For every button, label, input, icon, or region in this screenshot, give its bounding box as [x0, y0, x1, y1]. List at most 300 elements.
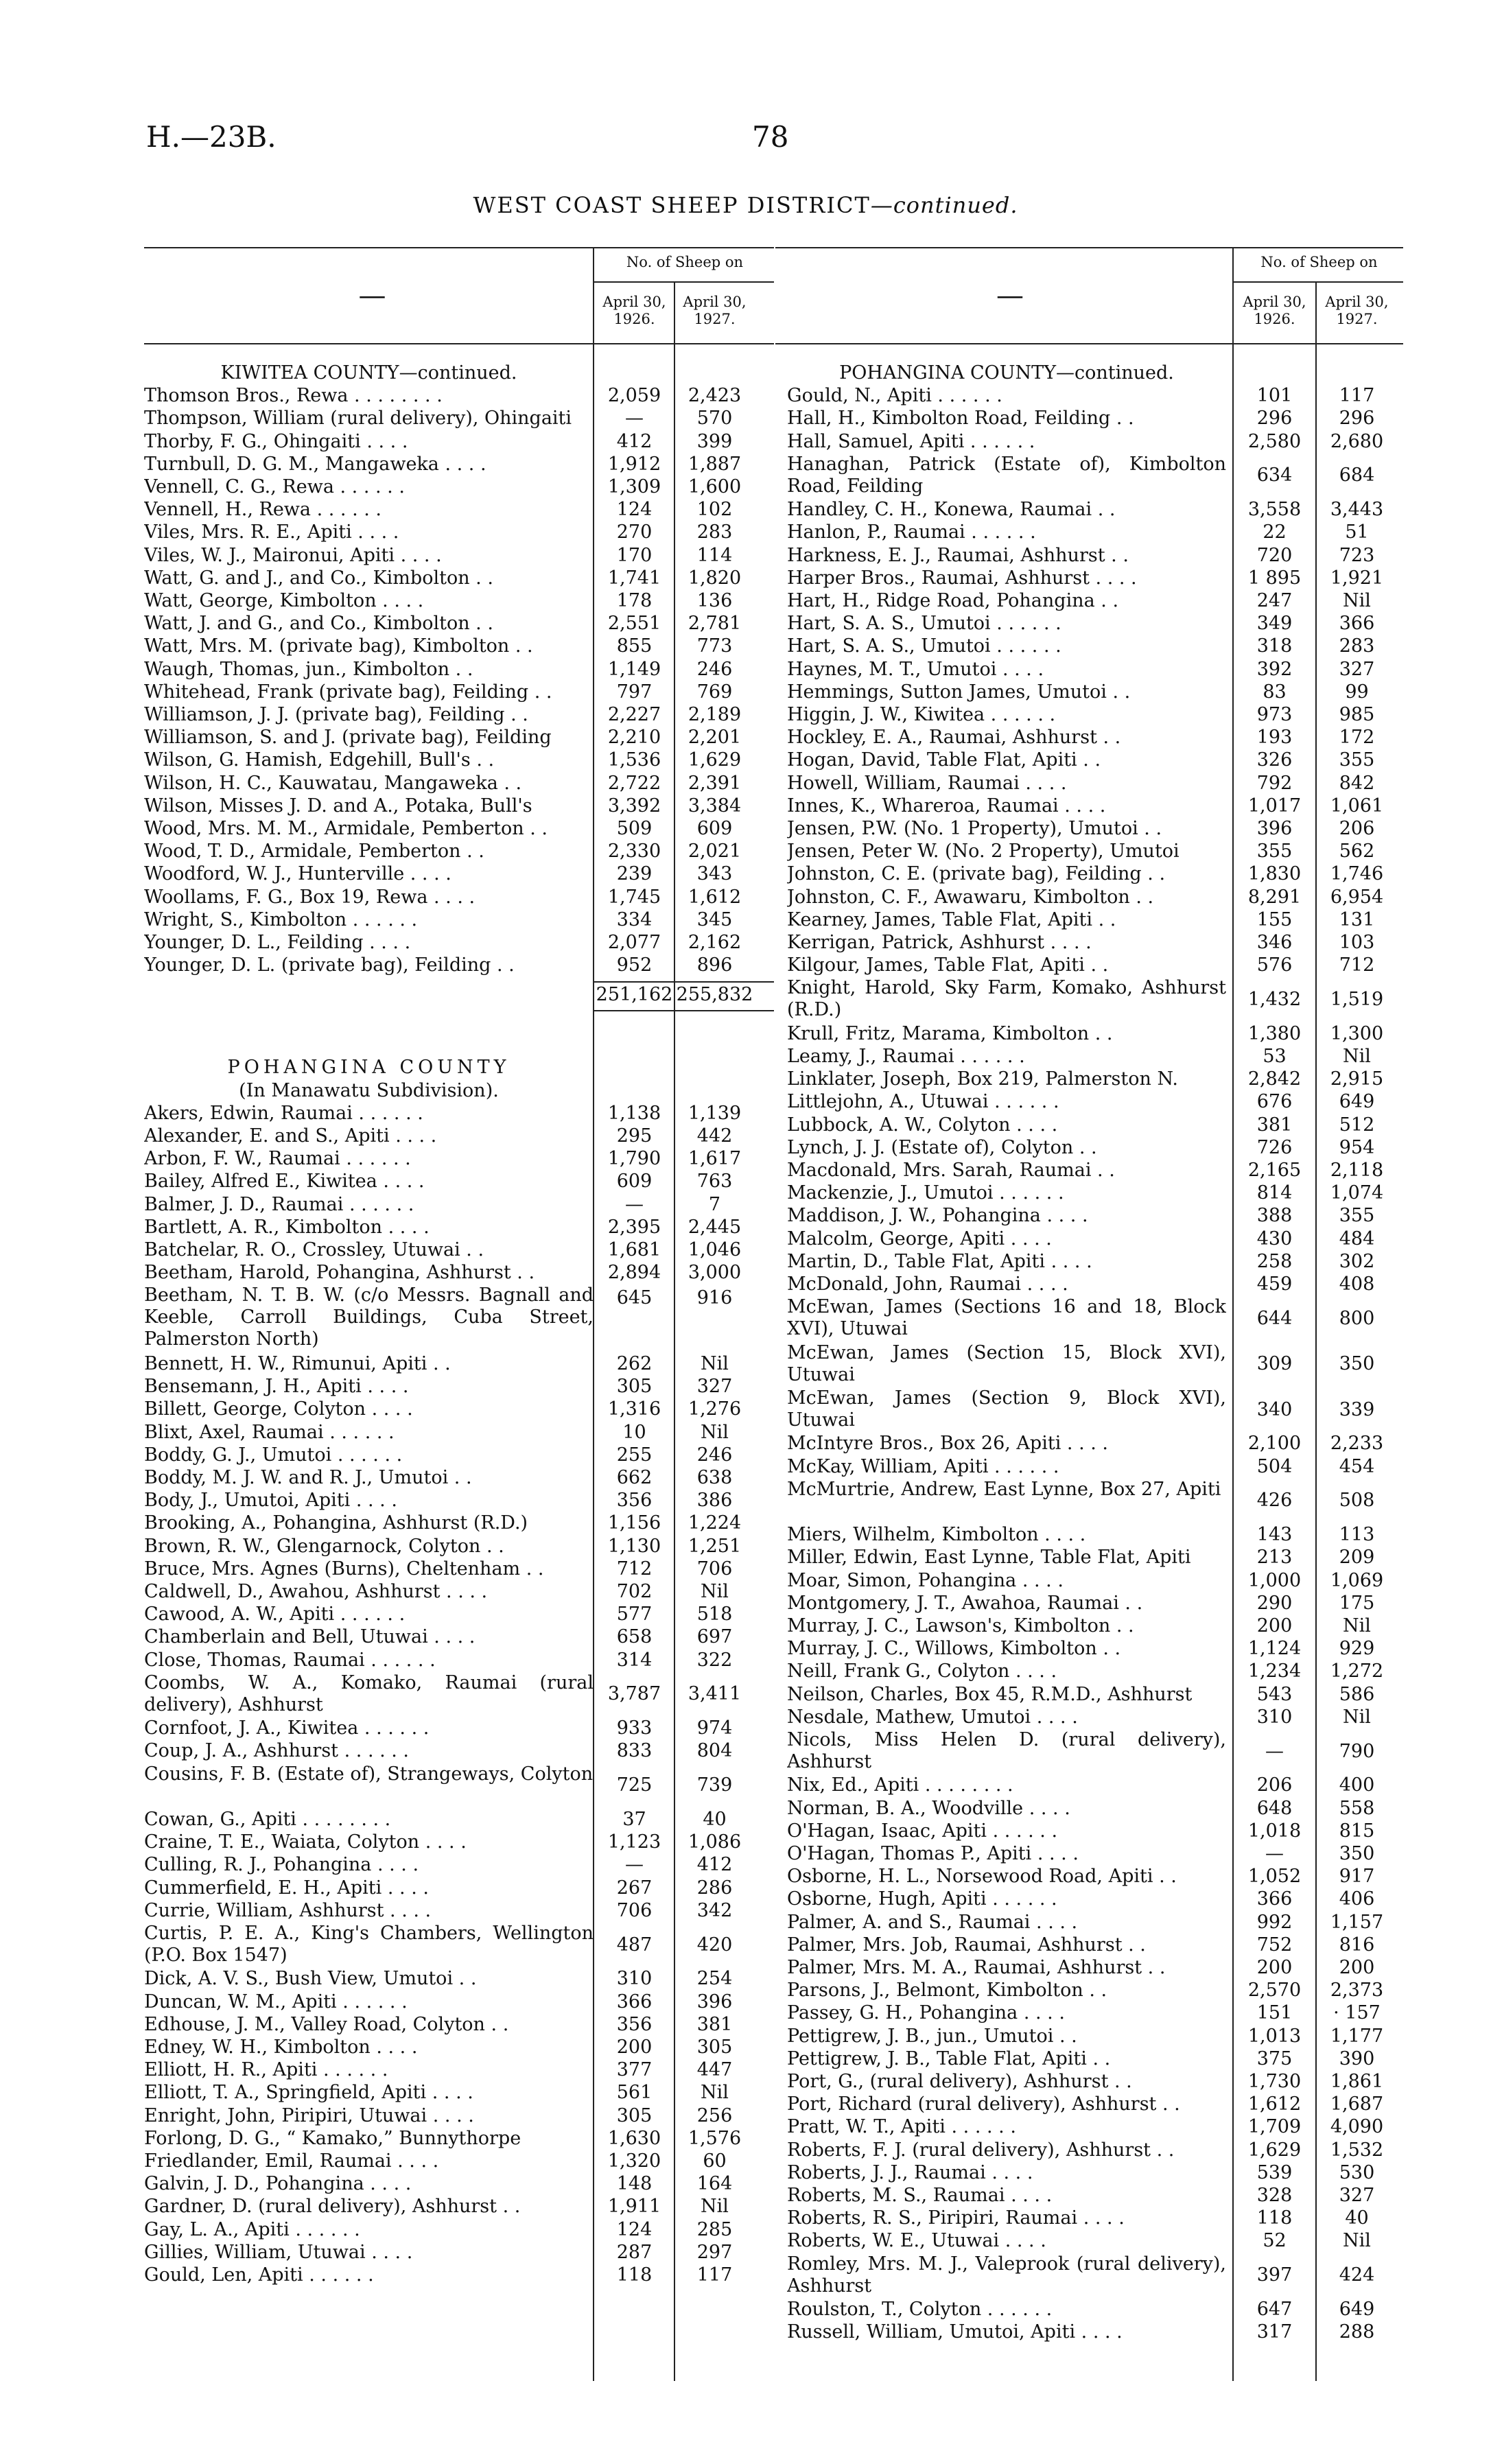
- left-row-1926: 609: [616, 1171, 653, 1193]
- right-row-1927: 1,746: [1330, 863, 1384, 885]
- left-row-name: Watt, J. and G., and Co., Kimbolton . .: [144, 613, 493, 635]
- left-row-name: Boddy, G. J., Umutoi . . . . . .: [144, 1444, 403, 1466]
- left-section-pohangina: POHANGINA COUNTY: [227, 1057, 510, 1079]
- left-row-name: Gillies, William, Utuwai . . . .: [144, 2241, 413, 2263]
- left-row-name: Culling, R. J., Pohangina . . . .: [144, 1854, 419, 1876]
- right-row-name: Moar, Simon, Pohangina . . . .: [787, 1569, 1064, 1591]
- left-row-name: Cornfoot, J. A., Kiwitea . . . . . .: [144, 1717, 430, 1739]
- left-row-name: Enright, John, Piripiri, Utuwai . . . .: [144, 2104, 474, 2126]
- right-row-1927: 1,069: [1330, 1569, 1384, 1591]
- right-row-name: O'Hagan, Isaac, Apiti . . . . . .: [787, 1820, 1058, 1842]
- left-row-name: Williamson, S. and J. (private bag), Feilding: [144, 727, 552, 749]
- right-row-1927: 2,680: [1330, 430, 1384, 452]
- left-row-name: Galvin, J. D., Pohangina . . . .: [144, 2173, 412, 2195]
- right-row-name: Neilson, Charles, Box 45, R.M.D., Ashhurst: [787, 1683, 1193, 1705]
- left-row-1926: 2,059: [607, 385, 661, 407]
- right-row-1927: 512: [1339, 1114, 1375, 1136]
- left-row-1926: 2,227: [607, 704, 661, 725]
- left-row-1926: 1,149: [607, 658, 661, 680]
- left-row-1926: 1,536: [607, 749, 661, 771]
- right-row-name: McIntyre Bros., Box 26, Apiti . . . .: [787, 1433, 1108, 1455]
- left-row-1926: 662: [616, 1467, 653, 1488]
- left-row-1926: 356: [616, 1490, 653, 1512]
- right-row-1926: 193: [1256, 727, 1293, 749]
- right-row-1926: 309: [1256, 1353, 1293, 1375]
- left-row-name: Friedlander, Emil, Raumai . . . .: [144, 2150, 439, 2172]
- right-row-name: Miller, Edwin, East Lynne, Table Flat, Apiti: [787, 1547, 1191, 1569]
- right-row-name: Murray, J. C., Willows, Kimbolton . .: [787, 1638, 1121, 1660]
- right-row-name: Hall, Samuel, Apiti . . . . . .: [787, 430, 1035, 452]
- left-row-1926: —: [625, 408, 644, 430]
- left-row-1926: 270: [616, 521, 653, 543]
- left-row-1927: 1,600: [688, 476, 742, 497]
- right-row-1926: 349: [1256, 613, 1293, 635]
- left-row-1927: Nil: [701, 1421, 729, 1443]
- left-row-name: Craine, T. E., Waiata, Colyton . . . .: [144, 1831, 467, 1853]
- left-row-1927: 570: [696, 408, 733, 430]
- left-row-1926: 412: [616, 430, 653, 452]
- left-row-1926: 295: [616, 1125, 653, 1147]
- right-row-1926: 720: [1256, 544, 1293, 566]
- right-row-1926: 258: [1256, 1250, 1293, 1272]
- left-row-1927: 739: [696, 1774, 733, 1796]
- left-row-1926: 255: [616, 1444, 653, 1466]
- right-row-1926: 576: [1256, 954, 1293, 976]
- left-row-1926: 148: [616, 2173, 653, 2195]
- right-row-1926: 151: [1256, 2002, 1293, 2024]
- left-row-1926: 267: [616, 1877, 653, 1899]
- right-row-1926: 539: [1256, 2161, 1293, 2183]
- right-row-name: Mackenzie, J., Umutoi . . . . . .: [787, 1182, 1064, 1204]
- right-row-1927: 1,061: [1330, 795, 1384, 817]
- right-row-name: Johnston, C. F., Awawaru, Kimbolton . .: [787, 886, 1154, 908]
- right-row-1927: 206: [1339, 818, 1375, 839]
- right-row-1927: 200: [1339, 1957, 1375, 1978]
- right-row-1927: 790: [1339, 1740, 1375, 1762]
- right-row-1927: 175: [1339, 1592, 1375, 1614]
- right-row-1927: 288: [1339, 2321, 1375, 2343]
- right-row-name: Krull, Fritz, Marama, Kimbolton . .: [787, 1022, 1113, 1044]
- right-row-1926: 644: [1256, 1307, 1293, 1329]
- left-row-1926: 933: [616, 1717, 653, 1739]
- right-row-1926: 634: [1256, 465, 1293, 486]
- left-row-name: Edney, W. H., Kimbolton . . . .: [144, 2037, 418, 2058]
- right-row-1927: 172: [1339, 727, 1375, 749]
- right-row-name: Hogan, David, Table Flat, Apiti . .: [787, 749, 1101, 771]
- left-row-1926: 3,787: [607, 1683, 661, 1705]
- right-row-1927: 800: [1339, 1307, 1375, 1329]
- left-row-name: Cummerfield, E. H., Apiti . . . .: [144, 1877, 429, 1899]
- right-row-1927: 1,921: [1330, 567, 1384, 589]
- left-row-name: Watt, George, Kimbolton . . . .: [144, 590, 424, 611]
- right-row-1926: 200: [1256, 1615, 1293, 1636]
- right-row-1926: 22: [1263, 521, 1287, 543]
- left-row-1926: 1,745: [607, 886, 661, 908]
- right-row-1926: 290: [1256, 1592, 1293, 1614]
- left-row-name: Bennett, H. W., Rimunui, Apiti . .: [144, 1353, 451, 1374]
- left-row-1927: 286: [696, 1877, 733, 1899]
- right-row-name: Murray, J. C., Lawson's, Kimbolton . .: [787, 1615, 1134, 1636]
- title-continued: —continued.: [870, 192, 1018, 218]
- left-header-rule-bot: [144, 343, 774, 344]
- left-row-1927: 381: [696, 2013, 733, 2035]
- left-row-1927: 706: [696, 1558, 733, 1580]
- left-row-name: Billett, George, Colyton . . . .: [144, 1398, 413, 1420]
- right-row-1926: 648: [1256, 1797, 1293, 1819]
- right-row-1927: 117: [1339, 385, 1375, 407]
- right-row-1926: 83: [1263, 681, 1287, 703]
- right-row-1927: 684: [1339, 465, 1375, 486]
- left-header-col-1926: April 30, 1926.: [602, 294, 666, 327]
- left-row-1926: 1,741: [607, 567, 661, 589]
- left-row-name: Curtis, P. E. A., King's Chambers, Wellington (P.O. Box 1547): [144, 1923, 594, 1966]
- right-row-name: Lubbock, A. W., Colyton . . . .: [787, 1114, 1058, 1136]
- left-row-name: Thompson, William (rural delivery), Ohingaiti: [144, 408, 572, 430]
- right-row-name: McEwan, James (Section 9, Block XVI), Utuwai: [787, 1387, 1226, 1431]
- left-row-name: Watt, Mrs. M. (private bag), Kimbolton . .: [144, 635, 533, 657]
- right-row-1927: 131: [1339, 908, 1375, 930]
- right-row-1927: 390: [1339, 2048, 1375, 2069]
- left-row-name: Dick, A. V. S., Bush View, Umutoi . .: [144, 1968, 477, 1990]
- left-row-1926: 170: [616, 544, 653, 566]
- right-row-name: Passey, G. H., Pohangina . . . .: [787, 2002, 1065, 2024]
- left-row-1926: 2,330: [607, 841, 661, 863]
- left-row-name: Forlong, D. G., “ Kamako,” Bunnythorpe: [144, 2127, 521, 2149]
- right-row-1926: 310: [1256, 1706, 1293, 1728]
- left-row-1926: 1,156: [607, 1512, 661, 1534]
- left-row-1927: 283: [696, 521, 733, 543]
- right-row-name: Martin, D., Table Flat, Apiti . . . .: [787, 1250, 1092, 1272]
- left-row-1926: 645: [616, 1287, 653, 1309]
- left-row-1927: 399: [696, 430, 733, 452]
- right-row-name: Roberts, J. J., Raumai . . . .: [787, 2161, 1033, 2183]
- left-row-name: Akers, Edwin, Raumai . . . . . .: [144, 1102, 423, 1124]
- right-row-1927: 113: [1339, 1524, 1375, 1546]
- right-row-name: Maddison, J. W., Pohangina . . . .: [787, 1205, 1088, 1227]
- right-row-1927: 2,118: [1330, 1160, 1384, 1181]
- right-header-col-1926: April 30, 1926.: [1243, 294, 1306, 327]
- left-header-col-1927: April 30, 1927.: [683, 294, 747, 327]
- right-row-1926: —: [1265, 1843, 1284, 1864]
- right-row-1927: 424: [1339, 2264, 1375, 2286]
- left-row-1927: 117: [696, 2264, 733, 2286]
- right-row-1926: 296: [1256, 408, 1293, 430]
- left-row-1926: 239: [616, 863, 653, 885]
- right-row-name: Pratt, W. T., Apiti . . . . . .: [787, 2116, 1016, 2138]
- left-row-1926: 1,130: [607, 1535, 661, 1557]
- left-row-1927: 769: [696, 681, 733, 703]
- left-row-name: Alexander, E. and S., Apiti . . . .: [144, 1125, 437, 1147]
- left-row-1927: 1,276: [688, 1398, 742, 1420]
- left-row-1926: 1,912: [607, 453, 661, 475]
- left-row-1927: 2,445: [688, 1216, 742, 1238]
- left-row-name: Watt, G. and J., and Co., Kimbolton . .: [144, 567, 493, 589]
- right-row-1927: 2,373: [1330, 1980, 1384, 2002]
- left-row-1927: 1,046: [688, 1239, 742, 1260]
- right-row-1926: 1,380: [1247, 1022, 1302, 1044]
- right-row-1926: 1,234: [1247, 1661, 1302, 1682]
- left-row-name: Wood, Mrs. M. M., Armidale, Pemberton . .: [144, 818, 548, 839]
- right-row-1927: 954: [1339, 1136, 1375, 1158]
- right-row-1927: 842: [1339, 772, 1375, 794]
- right-row-1926: 53: [1263, 1046, 1287, 1067]
- right-row-1927: 1,687: [1330, 2093, 1384, 2115]
- left-row-1926: 797: [616, 681, 653, 703]
- right-row-name: Nicols, Miss Helen D. (rural delivery), Ashhurst: [787, 1729, 1226, 1772]
- right-row-name: Handley, C. H., Konewa, Raumai . .: [787, 499, 1116, 521]
- right-row-name: McKay, William, Apiti . . . . . .: [787, 1455, 1059, 1477]
- left-row-1926: 2,551: [607, 613, 661, 635]
- left-row-1926: 377: [616, 2059, 653, 2081]
- left-row-1927: 974: [696, 1717, 733, 1739]
- right-row-1926: 388: [1256, 1205, 1293, 1227]
- left-row-1927: 2,021: [688, 841, 742, 863]
- right-row-1926: 676: [1256, 1091, 1293, 1113]
- right-row-name: Hall, H., Kimbolton Road, Feilding . .: [787, 408, 1134, 430]
- left-row-name: Boddy, M. J. W. and R. J., Umutoi . .: [144, 1467, 472, 1488]
- right-row-name: Parsons, J., Belmont, Kimbolton . .: [787, 1980, 1107, 2002]
- right-row-1927: 816: [1339, 1934, 1375, 1956]
- left-row-1927: 7: [708, 1193, 721, 1215]
- left-row-1926: 1,681: [607, 1239, 661, 1260]
- left-row-name: Cawood, A. W., Apiti . . . . . .: [144, 1604, 406, 1626]
- left-row-name: Turnbull, D. G. M., Mangaweka . . . .: [144, 453, 486, 475]
- right-row-1927: 1,519: [1330, 989, 1384, 1010]
- right-row-1926: 3,558: [1247, 499, 1302, 521]
- right-row-1926: 752: [1256, 1934, 1293, 1956]
- left-row-name: Viles, W. J., Maironui, Apiti . . . .: [144, 544, 442, 566]
- right-row-name: Gould, N., Apiti . . . . . .: [787, 385, 1002, 407]
- left-row-name: Batchelar, R. O., Crossley, Utuwai . .: [144, 1239, 484, 1260]
- left-row-name: Close, Thomas, Raumai . . . . . .: [144, 1649, 436, 1671]
- right-row-1927: 712: [1339, 954, 1375, 976]
- left-row-1927: 305: [696, 2037, 733, 2058]
- left-row-1926: 2,722: [607, 772, 661, 794]
- right-row-1926: 973: [1256, 704, 1293, 725]
- left-row-1926: 712: [616, 1558, 653, 1580]
- right-row-1926: 1,730: [1247, 2071, 1302, 2092]
- left-row-1926: 3,392: [607, 795, 661, 817]
- right-row-name: Harper Bros., Raumai, Ashhurst . . . .: [787, 567, 1137, 589]
- left-row-1926: 1,911: [607, 2196, 661, 2218]
- left-row-1926: 118: [616, 2264, 653, 2286]
- right-row-1927: 350: [1339, 1353, 1375, 1375]
- left-row-1926: 356: [616, 2013, 653, 2035]
- left-row-1926: 2,077: [607, 932, 661, 953]
- right-row-name: Hanlon, P., Raumai . . . . . .: [787, 521, 1036, 543]
- right-row-name: Osborne, H. L., Norsewood Road, Apiti . .: [787, 1866, 1177, 1888]
- right-row-1927: 985: [1339, 704, 1375, 725]
- left-row-name: Woollams, F. G., Box 19, Rewa . . . .: [144, 886, 476, 908]
- right-row-name: Roberts, F. J. (rural delivery), Ashhurst . .: [787, 2139, 1175, 2161]
- right-row-1927: 815: [1339, 1820, 1375, 1842]
- left-row-1927: 164: [696, 2173, 733, 2195]
- right-row-1926: 143: [1256, 1524, 1293, 1546]
- left-row-1927: 136: [696, 590, 733, 611]
- left-row-1927: 2,189: [688, 704, 742, 725]
- right-row-name: McEwan, James (Section 15, Block XVI), Utuwai: [787, 1341, 1226, 1385]
- right-row-1926: 2,165: [1247, 1160, 1302, 1181]
- right-row-1926: 326: [1256, 749, 1293, 771]
- right-row-1927: 400: [1339, 1774, 1375, 1796]
- right-row-name: Kilgour, James, Table Flat, Apiti . .: [787, 954, 1109, 976]
- left-row-1926: 366: [616, 1991, 653, 2013]
- right-row-1927: 302: [1339, 1250, 1375, 1272]
- right-row-1927: 1,157: [1330, 1911, 1384, 1933]
- left-row-1927: 1,251: [688, 1535, 742, 1557]
- left-row-name: Balmer, J. D., Raumai . . . . . .: [144, 1193, 414, 1215]
- right-row-name: Lynch, J. J. (Estate of), Colyton . .: [787, 1136, 1097, 1158]
- left-row-1926: 952: [616, 954, 653, 976]
- right-row-1927: Nil: [1343, 1615, 1371, 1636]
- right-row-1927: 484: [1339, 1228, 1375, 1249]
- left-row-1927: 2,781: [688, 613, 742, 635]
- left-row-name: Wright, S., Kimbolton . . . . . .: [144, 908, 418, 930]
- right-row-1927: 530: [1339, 2161, 1375, 2183]
- right-row-1926: 366: [1256, 1888, 1293, 1910]
- left-row-1927: 256: [696, 2104, 733, 2126]
- right-row-1926: 397: [1256, 2264, 1293, 2286]
- left-row-1927: 60: [703, 2150, 727, 2172]
- left-row-1927: 697: [696, 1626, 733, 1648]
- right-row-1926: 726: [1256, 1136, 1293, 1158]
- left-row-1927: 254: [696, 1968, 733, 1990]
- left-row-name: Bruce, Mrs. Agnes (Burns), Cheltenham . .: [144, 1558, 544, 1580]
- left-row-1927: 1,086: [688, 1831, 742, 1853]
- right-row-1927: Nil: [1343, 590, 1371, 611]
- left-row-name: Woodford, W. J., Hunterville . . . .: [144, 863, 451, 885]
- right-row-name: Roulston, T., Colyton . . . . . .: [787, 2299, 1053, 2320]
- right-row-name: Port, Richard (rural delivery), Ashhurst . .: [787, 2093, 1180, 2115]
- right-row-name: Port, G., (rural delivery), Ashhurst . .: [787, 2071, 1132, 2092]
- right-section-pohangina: POHANGINA COUNTY—continued.: [839, 362, 1174, 384]
- left-row-1927: 322: [696, 1649, 733, 1671]
- right-row-1927: 1,177: [1330, 2025, 1384, 2047]
- right-row-1926: 1,629: [1247, 2139, 1302, 2161]
- right-row-1926: 1,612: [1247, 2093, 1302, 2115]
- right-row-name: Hemmings, Sutton James, Umutoi . .: [787, 681, 1131, 703]
- left-row-1927: 246: [696, 658, 733, 680]
- right-row-1926: 155: [1256, 908, 1293, 930]
- left-row-1927: 447: [696, 2059, 733, 2081]
- right-row-1926: 1,052: [1247, 1866, 1302, 1888]
- left-row-name: Coombs, W. A., Komako, Raumai (rural delivery), Ashhurst: [144, 1671, 594, 1715]
- right-header-rule-top: [775, 247, 1403, 248]
- left-row-1927: 3,384: [688, 795, 742, 817]
- left-row-1926: 1,123: [607, 1831, 661, 1853]
- right-row-name: Higgin, J. W., Kiwitea . . . . . .: [787, 704, 1056, 725]
- left-row-name: Bartlett, A. R., Kimbolton . . . .: [144, 1216, 430, 1238]
- left-row-name: Blixt, Axel, Raumai . . . . . .: [144, 1421, 395, 1443]
- right-row-name: Knight, Harold, Sky Farm, Komako, Ashhurst (R.D.): [787, 977, 1226, 1021]
- right-row-name: Kearney, James, Table Flat, Apiti . .: [787, 908, 1116, 930]
- right-row-1927: 296: [1339, 408, 1375, 430]
- left-row-1927: 343: [696, 863, 733, 885]
- right-row-1926: 213: [1256, 1547, 1293, 1569]
- right-row-1926: 52: [1263, 2230, 1287, 2252]
- right-header-rule-mid: [1232, 281, 1403, 283]
- right-row-1926: 992: [1256, 1911, 1293, 1933]
- left-row-1926: 10: [622, 1421, 646, 1443]
- left-total-rule-top: [593, 981, 774, 983]
- left-row-name: Thomson Bros., Rewa . . . . . . . .: [144, 385, 443, 407]
- right-row-name: Roberts, W. E., Utuwai . . . .: [787, 2230, 1046, 2252]
- left-row-1926: 706: [616, 1899, 653, 1921]
- left-row-name: Williamson, J. J. (private bag), Feilding . .: [144, 704, 528, 725]
- right-row-1927: 339: [1339, 1398, 1375, 1420]
- left-header-rule-mid: [593, 281, 774, 283]
- right-row-1927: Nil: [1343, 1706, 1371, 1728]
- left-row-name: Whitehead, Frank (private bag), Feilding . .: [144, 681, 552, 703]
- left-row-1927: 518: [696, 1604, 733, 1626]
- right-row-1927: Nil: [1343, 1046, 1371, 1067]
- right-row-1926: 459: [1256, 1274, 1293, 1295]
- right-row-name: Haynes, M. T., Umutoi . . . .: [787, 658, 1044, 680]
- right-row-1927: 2,915: [1330, 1068, 1384, 1090]
- right-row-1926: 1 895: [1247, 567, 1302, 589]
- left-row-name: Brown, R. W., Glengarnock, Colyton . .: [144, 1535, 504, 1557]
- left-row-name: Beetham, Harold, Pohangina, Ashhurst . .: [144, 1262, 535, 1284]
- left-row-1926: 2,395: [607, 1216, 661, 1238]
- left-row-name: Vennell, C. G., Rewa . . . . . .: [144, 476, 405, 497]
- left-row-name: Currie, William, Ashhurst . . . .: [144, 1899, 432, 1921]
- left-header-dash: —: [358, 280, 386, 312]
- right-row-1927: Nil: [1343, 2230, 1371, 2252]
- right-row-1926: 101: [1256, 385, 1293, 407]
- right-row-1926: 340: [1256, 1398, 1293, 1420]
- right-row-1926: 2,570: [1247, 1980, 1302, 2002]
- right-row-1926: 543: [1256, 1683, 1293, 1705]
- right-row-1927: 99: [1345, 681, 1369, 703]
- right-header-group: No. of Sheep on: [1260, 254, 1378, 270]
- left-row-1926: 37: [622, 1809, 646, 1830]
- right-row-1927: 51: [1345, 521, 1369, 543]
- right-row-name: Pettigrew, J. B., Table Flat, Apiti . .: [787, 2048, 1111, 2069]
- left-row-name: Wilson, G. Hamish, Edgehill, Bull's . .: [144, 749, 495, 771]
- right-row-name: Montgomery, J. T., Awahoa, Raumai . .: [787, 1592, 1143, 1614]
- left-row-1927: 2,201: [688, 727, 742, 749]
- left-row-1926: 178: [616, 590, 653, 611]
- right-row-name: Littlejohn, A., Utuwai . . . . . .: [787, 1091, 1059, 1113]
- report-code: H.—23B.: [146, 120, 277, 154]
- left-row-1926: 2,210: [607, 727, 661, 749]
- right-row-name: Jensen, P.W. (No. 1 Property), Umutoi . .: [787, 818, 1162, 839]
- right-row-1927: 355: [1339, 749, 1375, 771]
- left-row-1927: 773: [696, 635, 733, 657]
- right-row-1926: 118: [1256, 2207, 1293, 2229]
- right-row-1926: 1,432: [1247, 989, 1302, 1010]
- left-row-name: Cowan, G., Apiti . . . . . . . .: [144, 1809, 391, 1830]
- right-row-1926: 381: [1256, 1114, 1293, 1136]
- left-row-1926: 200: [616, 2037, 653, 2058]
- right-row-name: Russell, William, Umutoi, Apiti . . . .: [787, 2321, 1123, 2343]
- right-row-1927: 586: [1339, 1683, 1375, 1705]
- left-header-group: No. of Sheep on: [626, 254, 744, 270]
- right-row-1926: 346: [1256, 932, 1293, 953]
- left-row-1927: Nil: [701, 1581, 729, 1602]
- left-row-1927: 2,423: [688, 385, 742, 407]
- left-row-1926: 310: [616, 1968, 653, 1990]
- left-row-1926: 833: [616, 1740, 653, 1762]
- right-row-name: Leamy, J., Raumai . . . . . .: [787, 1046, 1025, 1067]
- right-row-1926: 200: [1256, 1957, 1293, 1978]
- right-row-1926: 317: [1256, 2321, 1293, 2343]
- right-row-1927: 558: [1339, 1797, 1375, 1819]
- left-row-1927: 1,820: [688, 567, 742, 589]
- left-total-1926: 251,162: [596, 984, 673, 1006]
- right-row-name: Roberts, R. S., Piripiri, Raumai . . . .: [787, 2207, 1125, 2229]
- right-row-name: Hart, S. A. S., Umutoi . . . . . .: [787, 635, 1061, 657]
